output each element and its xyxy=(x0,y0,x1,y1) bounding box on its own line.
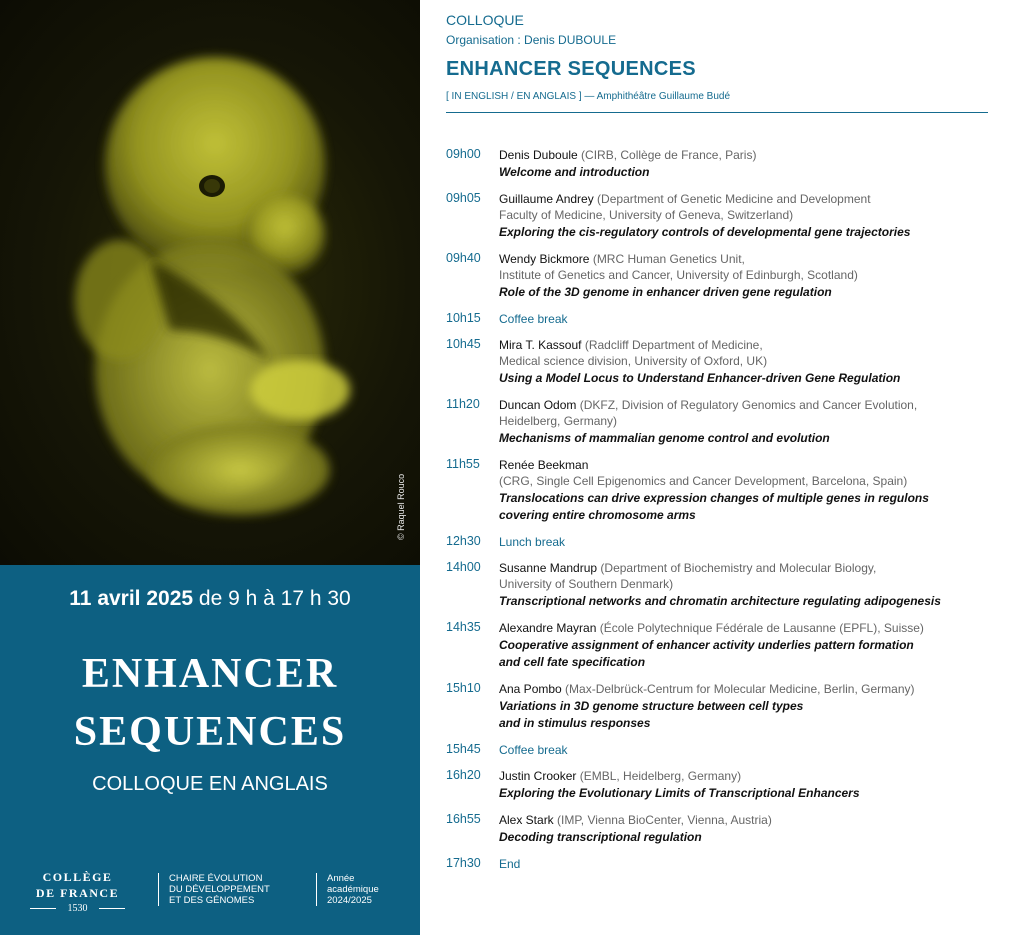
schedule-body xyxy=(499,742,1006,758)
banner-subtitle: COLLOQUE EN ANGLAIS xyxy=(92,773,328,795)
speaker-name: Wendy Bickmore xyxy=(499,252,590,266)
talk-title xyxy=(499,164,1006,181)
speaker-affiliation: (Max-Delbrück-Centrum for Molecular Medicine, Berlin, Germany) xyxy=(561,682,915,696)
program-title: ENHANCER SEQUENCES xyxy=(446,58,696,80)
speaker-line xyxy=(499,768,1006,784)
schedule-body xyxy=(499,147,1006,181)
schedule-body xyxy=(499,397,1006,447)
schedule-time: 09h40 xyxy=(446,251,481,265)
speaker-line xyxy=(499,457,1006,473)
header-divider xyxy=(446,112,988,113)
speaker-name: Alex Stark xyxy=(499,813,554,827)
speaker-line xyxy=(499,560,1006,576)
chair-label xyxy=(158,873,304,906)
schedule-item xyxy=(446,251,1006,301)
speaker-affiliation: (École Polytechnique Fédérale de Lausanne (EPFL), Suisse) xyxy=(596,621,924,635)
college-de-france-logo xyxy=(30,870,125,914)
schedule-body xyxy=(499,812,1006,846)
schedule-time: 10h15 xyxy=(446,311,481,325)
schedule-item xyxy=(446,681,1006,732)
speaker-line xyxy=(499,812,1006,828)
banner-title-line2: SEQUENCES xyxy=(73,709,347,755)
talk-title xyxy=(499,490,1006,524)
banner-title xyxy=(0,645,420,761)
schedule-body xyxy=(499,311,1006,327)
talk-title xyxy=(499,370,1006,387)
schedule-time: 17h30 xyxy=(446,856,481,870)
speaker-name: Alexandre Mayran xyxy=(499,621,597,635)
organiser: Organisation : Denis DUBOULE xyxy=(446,33,617,47)
schedule-time: 15h10 xyxy=(446,681,481,695)
schedule-body xyxy=(499,560,1006,610)
schedule-time: 11h55 xyxy=(446,457,480,471)
event-date-day: 11 avril 2025 xyxy=(69,587,194,610)
speaker-name: Susanne Mandrup xyxy=(499,561,598,575)
speaker-line xyxy=(499,337,1006,353)
schedule-body xyxy=(499,251,1006,301)
talk-title-line: Variations in 3D genome structure between cell types xyxy=(499,699,804,713)
speaker-name: Guillaume Andrey xyxy=(499,192,594,206)
schedule-time: 11h20 xyxy=(446,397,480,411)
schedule-break: Coffee break xyxy=(499,743,568,757)
schedule-body xyxy=(499,856,1006,872)
talk-title xyxy=(499,785,1006,802)
talk-title xyxy=(499,430,1006,447)
talk-title xyxy=(499,637,1006,671)
talk-title-line: covering entire chromosome arms xyxy=(499,508,696,522)
year-line: 2024/2025 xyxy=(327,895,372,906)
talk-title-line: Decoding transcriptional regulation xyxy=(499,830,702,844)
academic-year-label xyxy=(316,873,407,906)
logo-rule-left xyxy=(30,908,56,909)
schedule-item xyxy=(446,812,1006,846)
talk-title-line: Using a Model Locus to Understand Enhancer-driven Gene Regulation xyxy=(499,371,901,385)
talk-title-line: Cooperative assignment of enhancer activity underlies pattern formation xyxy=(499,638,914,652)
schedule-break: Coffee break xyxy=(499,312,568,326)
speaker-line xyxy=(499,620,1006,636)
talk-title-line: and in stimulus responses xyxy=(499,716,651,730)
year-line: académique xyxy=(327,884,379,895)
speaker-affiliation: (Department of Biochemistry and Molecular Biology, xyxy=(597,561,877,575)
speaker-affiliation: University of Southern Denmark) xyxy=(499,577,674,591)
speaker-line xyxy=(499,397,1006,413)
speaker-affiliation: (MRC Human Genetics Unit, xyxy=(589,252,745,266)
speaker-line xyxy=(499,147,1006,163)
schedule-time: 09h00 xyxy=(446,147,481,161)
speaker-affiliation: (DKFZ, Division of Regulatory Genomics and Cancer Evolution, xyxy=(576,398,918,412)
schedule-time: 09h05 xyxy=(446,191,481,205)
speaker-affiliation: (EMBL, Heidelberg, Germany) xyxy=(576,769,742,783)
speaker-name: Justin Crooker xyxy=(499,769,577,783)
schedule-item xyxy=(446,337,1006,387)
schedule-item xyxy=(446,856,1006,872)
logo-line2: DE FRANCE xyxy=(35,886,120,900)
speaker-affiliation: Faculty of Medicine, University of Geneva, Switzerland) xyxy=(499,208,794,222)
schedule-item xyxy=(446,620,1006,671)
schedule-item xyxy=(446,397,1006,447)
logo-rule-right xyxy=(99,908,125,909)
talk-title xyxy=(499,593,1006,610)
title-banner xyxy=(0,565,420,935)
speaker-line xyxy=(499,191,1006,207)
talk-title-line: Role of the 3D genome in enhancer driven gene regulation xyxy=(499,285,832,299)
schedule-time: 16h20 xyxy=(446,768,481,782)
schedule-time: 16h55 xyxy=(446,812,481,826)
schedule-time: 10h45 xyxy=(446,337,481,351)
chair-line: CHAIRE ÉVOLUTION xyxy=(169,873,263,884)
talk-title-line: Welcome and introduction xyxy=(499,165,650,179)
speaker-name: Mira T. Kassouf xyxy=(499,338,582,352)
talk-title-line: Transcriptional networks and chromatin architecture regulating adipogenesis xyxy=(499,594,941,608)
schedule-body xyxy=(499,768,1006,802)
speaker-affiliation: (Radcliff Department of Medicine, xyxy=(581,338,763,352)
speaker-affiliation: (CRG, Single Cell Epigenomics and Cancer Development, Barcelona, Spain) xyxy=(499,474,908,488)
language-venue: [ IN ENGLISH / EN ANGLAIS ] — Amphithéâtre Guillaume Budé xyxy=(446,91,731,102)
talk-title-line: and cell fate specification xyxy=(499,655,646,669)
schedule-break: End xyxy=(499,857,521,871)
event-date xyxy=(0,587,420,611)
talk-title-line: Mechanisms of mammalian genome control and evolution xyxy=(499,431,830,445)
schedule-item xyxy=(446,191,1006,241)
schedule-item xyxy=(446,457,1006,524)
photo-credit: © Raquel Rouco xyxy=(396,473,406,540)
schedule-item xyxy=(446,768,1006,802)
event-type: COLLOQUE xyxy=(446,12,524,28)
speaker-affiliation: Heidelberg, Germany) xyxy=(499,414,618,428)
speaker-name: Ana Pombo xyxy=(499,682,562,696)
logo-line1: COLLÈGE xyxy=(42,870,113,884)
talk-title xyxy=(499,224,1006,241)
schedule-item xyxy=(446,534,1006,550)
embryo-photo xyxy=(0,0,420,565)
chair-line: DU DÉVELOPPEMENT xyxy=(169,884,270,895)
event-date-hours: de 9 h à 17 h 30 xyxy=(193,587,351,610)
embryo-illustration xyxy=(0,0,420,565)
schedule-list xyxy=(446,147,1006,882)
schedule-body xyxy=(499,191,1006,241)
talk-title-line: Exploring the cis-regulatory controls of developmental gene trajectories xyxy=(499,225,911,239)
schedule-body xyxy=(499,534,1006,550)
speaker-name: Duncan Odom xyxy=(499,398,577,412)
talk-title-line: Translocations can drive expression changes of multiple genes in regulons xyxy=(499,491,929,505)
schedule-item xyxy=(446,147,1006,181)
chair-line: ET DES GÉNOMES xyxy=(169,895,255,906)
speaker-line xyxy=(499,251,1006,267)
talk-title-line: Exploring the Evolutionary Limits of Transcriptional Enhancers xyxy=(499,786,860,800)
schedule-break: Lunch break xyxy=(499,535,566,549)
banner-footer xyxy=(0,870,420,930)
speaker-affiliation: (CIRB, Collège de France, Paris) xyxy=(577,148,757,162)
schedule-item xyxy=(446,560,1006,610)
schedule-body xyxy=(499,457,1006,524)
year-line: Année xyxy=(327,873,355,884)
schedule-time: 12h30 xyxy=(446,534,481,548)
talk-title xyxy=(499,284,1006,301)
speaker-name: Denis Duboule xyxy=(499,148,578,162)
speaker-name: Renée Beekman xyxy=(499,458,589,472)
schedule-item xyxy=(446,742,1006,758)
speaker-affiliation: Institute of Genetics and Cancer, University of Edinburgh, Scotland) xyxy=(499,268,858,282)
speaker-affiliation: (Department of Genetic Medicine and Development xyxy=(593,192,871,206)
schedule-item xyxy=(446,311,1006,327)
schedule-body xyxy=(499,681,1006,732)
schedule-time: 14h35 xyxy=(446,620,481,634)
speaker-line xyxy=(499,681,1006,697)
schedule-body xyxy=(499,337,1006,387)
logo-line3: 1530 xyxy=(67,903,88,914)
speaker-affiliation: Medical science division, University of Oxford, UK) xyxy=(499,354,768,368)
schedule-body xyxy=(499,620,1006,671)
poster-left-panel xyxy=(0,0,420,935)
schedule-time: 14h00 xyxy=(446,560,481,574)
speaker-affiliation: (IMP, Vienna BioCenter, Vienna, Austria) xyxy=(553,813,772,827)
talk-title xyxy=(499,698,1006,732)
schedule-time: 15h45 xyxy=(446,742,481,756)
banner-title-line1: ENHANCER xyxy=(81,651,339,697)
talk-title xyxy=(499,829,1006,846)
